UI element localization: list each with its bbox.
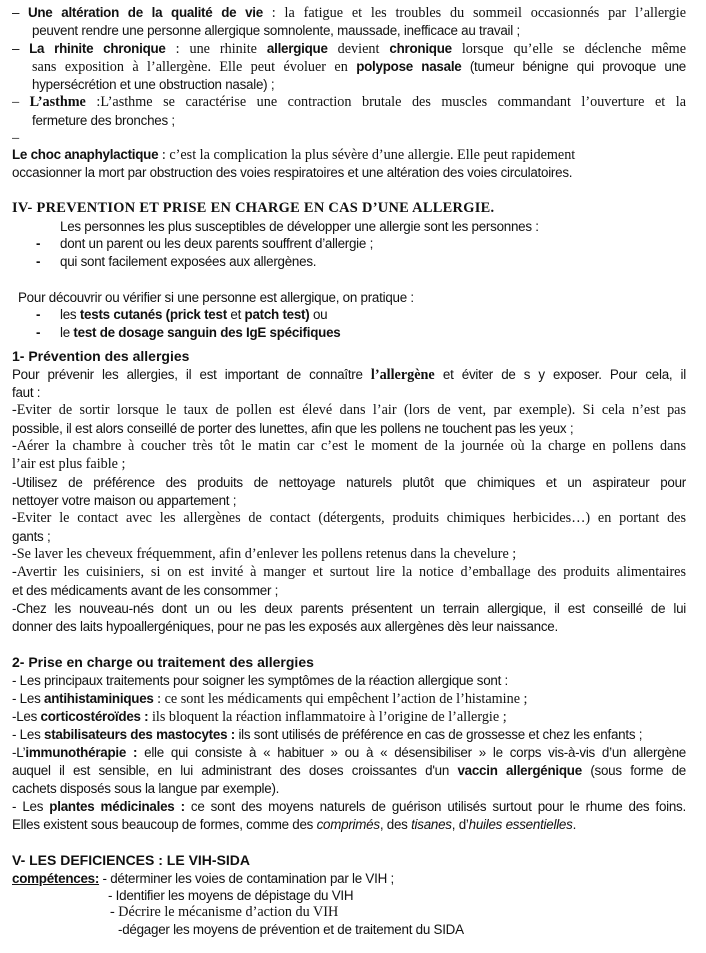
list-item — [110, 904, 686, 922]
heading-text: 2- Prise en charge ou traitement des allergies — [12, 654, 314, 670]
text-run: faut : — [12, 385, 41, 400]
text-run: : c’est la complication la plus sévère d’une allergie. Elle peut rapidement — [158, 147, 576, 163]
text-run: Les personnes les plus susceptibles de développer une allergie sont les personnes : — [60, 219, 539, 234]
text-line — [12, 564, 686, 582]
text-run: -Utilisez de préférence des produits de nettoyage naturels plutôt que chimiques et un aspirateur pour — [12, 475, 686, 490]
text-run: : une rhinite — [165, 41, 267, 57]
term-bold: La rhinite chronique — [29, 41, 166, 56]
list-item — [36, 306, 686, 324]
text-line — [12, 744, 686, 762]
text-line — [60, 218, 686, 236]
text-run: l’air est plus faible ; — [12, 456, 126, 472]
text-line — [12, 528, 686, 546]
text-line — [12, 384, 686, 402]
text-line — [12, 420, 686, 438]
text-line — [12, 546, 686, 564]
term-bold: l’allergène — [370, 367, 435, 383]
list-item — [36, 253, 686, 271]
text-line — [12, 402, 686, 420]
list-item — [118, 921, 686, 939]
text-line — [12, 366, 686, 385]
term-bold: Une altération de la qualité de vie — [27, 5, 263, 20]
text-line — [12, 164, 686, 182]
text-run: -Eviter le contact avec les allergènes de contact (détergents, produits chimiques herbicides…) en portant des — [12, 510, 686, 526]
text-run: les — [60, 307, 80, 322]
text-run: elle qui consiste à « habituer » ou à « désensibiliser » le corps vis-à-vis d’un allergène — [137, 745, 686, 760]
text-run: - Les — [12, 799, 50, 814]
text-run: :L’asthme se caractérise une contraction brutale des muscles commandant l’ouverture et la — [85, 94, 686, 110]
term-italic: comprimés — [316, 817, 380, 832]
text-run: -Eviter de sortir lorsque le taux de pollen est élevé dans l’air (lors de vent, par exemple). Si cela n’est pas — [12, 402, 686, 418]
text-run: gants ; — [12, 529, 51, 544]
text-line — [12, 618, 686, 636]
text-line — [32, 22, 686, 40]
text-run: et éviter de s y exposer. Pour cela, il — [434, 367, 686, 382]
list-item — [108, 887, 686, 905]
text-run: -dégager les moyens de prévention et de traitement du SIDA — [118, 922, 464, 937]
text-line — [12, 582, 686, 600]
term-italic: huiles essentielles — [468, 817, 573, 832]
text-run: possible, il est alors conseillé de porter des lunettes, afin que les pollens ne touchent pas les yeux ; — [12, 421, 574, 436]
subsection-heading-treatment — [12, 654, 686, 672]
text-line — [12, 780, 686, 798]
text-run: hypersécrétion et une obstruction nasale) ; — [32, 77, 275, 92]
text-line — [12, 456, 686, 474]
dash: – — [12, 94, 30, 110]
bullet-dash: - — [36, 254, 41, 269]
bullet-dash: - — [36, 236, 41, 251]
text-run: nettoyer votre maison ou appartement ; — [12, 493, 237, 508]
text-line — [32, 112, 686, 130]
term-bold: antihistaminiques — [44, 691, 154, 706]
text-run: -Chez les nouveau-nés dont un ou les deux parents présentent un terrain allergique, il est conseillé de lui — [12, 601, 686, 616]
text-run: - Décrire le mécanisme d’action du VIH — [110, 904, 339, 920]
text-run: dont un parent ou les deux parents souffrent d’allergie ; — [60, 236, 374, 251]
term-bold: immunothérapie : — [25, 745, 138, 760]
text-line — [12, 510, 686, 528]
term-bold: chronique — [389, 41, 452, 56]
text-line — [12, 672, 686, 690]
term-bold: allergique — [266, 41, 328, 56]
subsection-heading-prevention — [12, 348, 686, 366]
list-item — [36, 324, 686, 342]
text-line — [12, 726, 686, 744]
text-run: lorsque qu’elle se déclenche même — [451, 41, 686, 57]
text-run: occasionner la mort par obstruction des voies respiratoires et une altération des voies circulatoires. — [12, 165, 573, 180]
heading-text: IV- PREVENTION ET PRISE EN CHARGE EN CAS D’UNE ALLERGIE. — [12, 200, 495, 216]
text-line — [12, 438, 686, 456]
text-run: devient — [327, 41, 390, 57]
text-run: et — [226, 307, 245, 322]
text-run: -Se laver les cheveux fréquemment, afin d’enlever les pollens retenus dans la chevelure ; — [12, 546, 517, 562]
text-line — [12, 816, 686, 834]
text-run: le — [60, 325, 74, 340]
text-line — [12, 40, 686, 59]
text-run: ce sont des moyens naturels de guérison utilisés surtout pour le rhume des foins. — [184, 799, 686, 814]
text-run: - Les principaux traitements pour soigner les symptômes de la réaction allergique sont : — [12, 673, 509, 688]
text-run: - Les — [12, 727, 44, 742]
text-run: - Identifier les moyens de dépistage du VIH — [108, 888, 354, 903]
text-line — [12, 94, 686, 112]
text-run: (sous forme de — [581, 763, 686, 778]
text-run: Elles existent sous beaucoup de formes, comme des — [12, 817, 317, 832]
text-run: peuvent rendre une personne allergique somnolente, maussade, inefficace au travail ; — [32, 23, 520, 38]
text-run: -Avertir les cuisiniers, si on est invité à manger et surtout lire la notice d’emballage des produits alimentaires — [12, 564, 686, 580]
text-line — [32, 76, 686, 94]
text-run: qui sont facilement exposées aux allergènes. — [60, 254, 317, 269]
text-run: cachets disposés sous la langue par exemple). — [12, 781, 280, 796]
text-run: - déterminer les voies de contamination par le VIH ; — [99, 871, 394, 886]
text-line — [12, 4, 686, 23]
text-run: et des médicaments avant de les consommer ; — [12, 583, 279, 598]
text-run: -Les — [12, 709, 41, 724]
text-line — [12, 690, 686, 709]
text-line — [12, 870, 686, 888]
dash: – — [12, 130, 20, 146]
heading-text: 1- Prévention des allergies — [12, 348, 190, 364]
term-bold: stabilisateurs des mastocytes : — [44, 727, 235, 742]
text-run: : la fatigue et les troubles du sommeil occasionnés par l’allergie — [262, 5, 686, 21]
term-bold: L’asthme — [29, 94, 86, 110]
term-italic: tisanes — [411, 817, 452, 832]
term-bold: test de dosage sanguin des IgE spécifiques — [73, 325, 341, 340]
term-bold: patch test) — [244, 307, 310, 322]
heading-text: V- LES DEFICIENCES : LE VIH-SIDA — [12, 852, 251, 868]
text-run: ou — [309, 307, 328, 322]
text-run: ils sont utilisés de préférence en cas de grossesse et chez les enfants ; — [234, 727, 643, 742]
term-bold: tests cutanés (prick test — [79, 307, 227, 322]
section-heading-v — [12, 852, 686, 870]
text-run: - Les — [12, 691, 44, 706]
text-run: auquel il est sensible, en lui administrant des doses croissantes d'un — [12, 763, 458, 778]
dash: – — [12, 5, 28, 20]
term-bold: corticostéroïdes : — [40, 709, 149, 724]
dash: – — [12, 41, 30, 56]
text-run: -Aérer la chambre à coucher très tôt le matin car c’est le moment de la journée où la charge en pollens dans — [12, 438, 686, 454]
text-run: , des — [379, 817, 412, 832]
text-line — [12, 492, 686, 510]
bullet-dash: - — [36, 325, 41, 340]
text-run: , d’ — [451, 817, 469, 832]
competences-label: compétences: — [12, 871, 100, 886]
text-run: (tumeur bénigne qui provoque une — [461, 59, 686, 74]
section-heading-iv — [12, 200, 686, 218]
text-line — [32, 58, 686, 77]
term-bold: vaccin allergénique — [457, 763, 582, 778]
text-run: -L’ — [12, 745, 26, 760]
text-line — [12, 600, 686, 618]
bullet-dash: - — [36, 307, 41, 322]
term-bold: plantes médicinales : — [49, 799, 185, 814]
text-line — [12, 146, 686, 165]
text-run: Pour prévenir les allergies, il est important de connaître — [12, 367, 371, 382]
text-line — [12, 130, 686, 148]
text-run: : ce sont les médicaments qui empêchent l’action de l’histamine ; — [153, 691, 528, 707]
text-line — [12, 708, 686, 727]
text-run: Pour découvrir ou vérifier si une personne est allergique, on pratique : — [18, 290, 414, 305]
text-run: fermeture des bronches ; — [32, 113, 175, 128]
term-bold: polypose nasale — [356, 59, 462, 74]
text-line — [12, 762, 686, 780]
text-run: ils bloquent la réaction inflammatoire à l’origine de l’allergie ; — [148, 709, 507, 725]
term-bold: Le choc anaphylactique — [12, 147, 159, 162]
text-line — [18, 289, 686, 307]
text-run: donner des laits hypoallergéniques, pour ne pas les exposés aux allergènes dès leur naissance. — [12, 619, 558, 634]
text-line — [12, 798, 686, 816]
list-item — [36, 235, 686, 253]
text-run: sans exposition à l’allergène. Elle peut évoluer en — [32, 59, 357, 75]
text-run: . — [572, 817, 577, 832]
text-line — [12, 474, 686, 492]
